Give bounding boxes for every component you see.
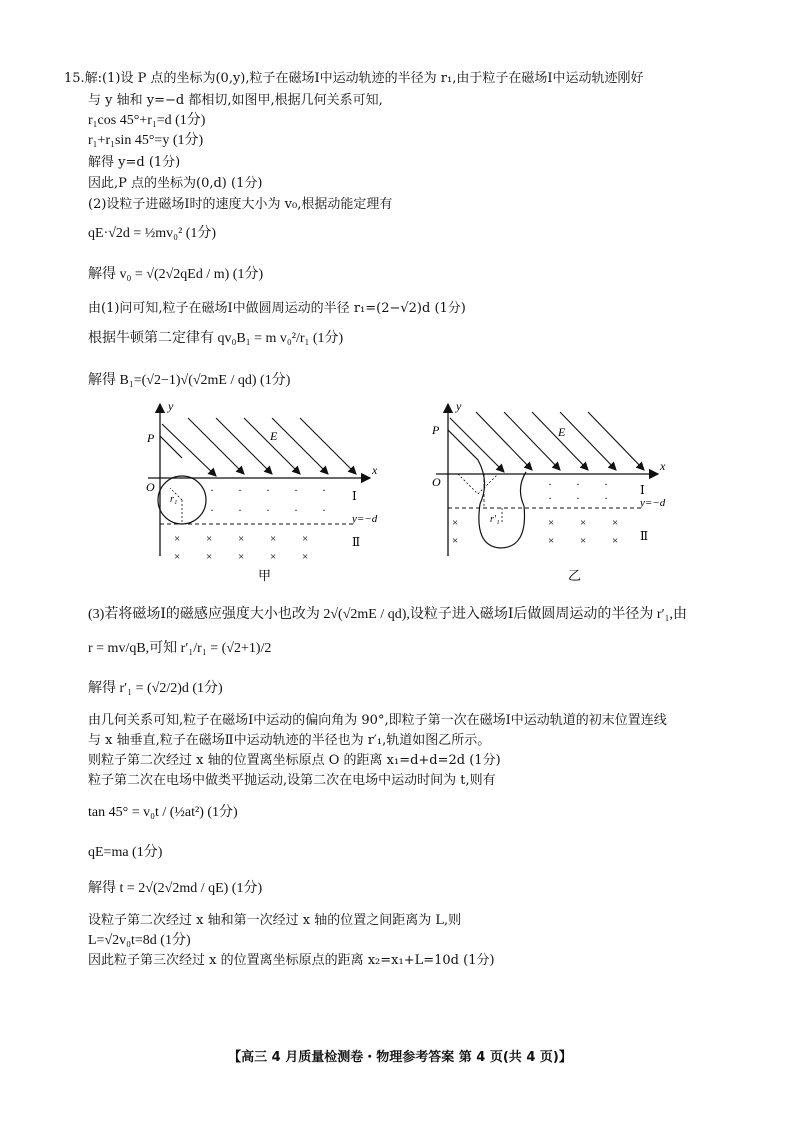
- equation-line: r = mv/qB,可知 r′₁/r₁ = (√2+1)/2: [88, 641, 272, 656]
- electric-field-arrows: [162, 418, 356, 476]
- svg-text:·: ·: [238, 503, 242, 517]
- svg-text:·: ·: [322, 483, 326, 497]
- svg-text:·: ·: [604, 491, 608, 505]
- svg-text:×: ×: [548, 517, 555, 529]
- region-1-dots: [210, 483, 326, 517]
- region-2-label: Ⅱ: [352, 535, 361, 549]
- svg-text:·: ·: [322, 503, 326, 517]
- equation-line: tan 45° = v₀t / (½at²) (1分): [88, 805, 238, 820]
- figure-jia: [130, 396, 390, 586]
- svg-text:×: ×: [580, 517, 587, 529]
- svg-text:·: ·: [604, 477, 608, 491]
- equation-line: L=√2v₀t=8d (1分): [88, 933, 191, 948]
- solution-line: 设粒子第二次经过 x 轴和第一次经过 x 轴的位置之间距离为 L,则: [88, 913, 462, 928]
- svg-text:×: ×: [612, 535, 619, 547]
- svg-text:·: ·: [576, 477, 580, 491]
- svg-text:×: ×: [174, 551, 181, 563]
- svg-text:·: ·: [238, 483, 242, 497]
- origin-label: O: [146, 480, 155, 494]
- trajectory-line: [160, 436, 182, 458]
- equation-line: 解得 B₁=(√2−1)√(√2mE / qd) (1分): [88, 373, 291, 388]
- boundary-label: y=−d: [352, 513, 378, 525]
- svg-text:×: ×: [580, 535, 587, 547]
- equation-line: 解得 t = 2√(2√2md / qE) (1分): [88, 881, 263, 896]
- svg-text:×: ×: [452, 517, 459, 529]
- svg-text:·: ·: [576, 491, 580, 505]
- equation-line: r₁+r₁sin 45°=y (1分): [88, 133, 204, 148]
- equation-line: 根据牛顿第二定律有 qv₀B₁ = m v₀²/r₁ (1分): [88, 331, 344, 346]
- x-axis-label: x: [660, 459, 666, 473]
- region-2-crosses: [174, 533, 308, 563]
- solution-line: 则粒子第二次经过 x 轴的位置离坐标原点 O 的距离 x₁=d+d=2d (1分): [88, 753, 501, 768]
- svg-text:·: ·: [548, 491, 552, 505]
- point-p-label: P: [147, 431, 155, 445]
- region-1-label: Ⅰ: [352, 489, 357, 503]
- svg-text:·: ·: [294, 483, 298, 497]
- equation-line: qE=ma (1分): [88, 845, 163, 860]
- solution-line: 解得 y=d (1分): [88, 155, 181, 170]
- field-e-label: E: [270, 429, 278, 443]
- svg-text:×: ×: [548, 535, 555, 547]
- region-1-dots: [548, 477, 608, 505]
- svg-text:×: ×: [206, 533, 213, 545]
- solution-line: 由几何关系可知,粒子在磁场Ⅰ中运动的偏向角为 90°,即粒子第一次在磁场Ⅰ中运动轨道的初末位置连线: [88, 713, 667, 728]
- field-e-label: E: [558, 425, 566, 439]
- svg-text:×: ×: [302, 533, 309, 545]
- svg-text:×: ×: [270, 551, 277, 563]
- region-1-label: Ⅰ: [640, 483, 645, 497]
- region-2-label: Ⅱ: [640, 529, 649, 543]
- page-footer: 【高三 4 月质量检测卷・物理参考答案 第 4 页(共 4 页)】: [228, 1050, 572, 1065]
- solution-line: (3)若将磁场Ⅰ的磁感应强度大小也改为 2√(√2mE / qd),设粒子进入磁场Ⅰ后做圆周运动的半径为 r′₁,由: [88, 607, 688, 622]
- svg-text:×: ×: [238, 533, 245, 545]
- solution-line: 因此,P 点的坐标为(0,d) (1分): [88, 176, 263, 191]
- radius-label: r₁: [170, 494, 178, 505]
- svg-text:·: ·: [210, 483, 214, 497]
- svg-text:·: ·: [548, 477, 552, 491]
- solution-line: 粒子第二次在电场中做类平抛运动,设第二次在电场中运动时间为 t,则有: [88, 773, 496, 788]
- svg-text:×: ×: [270, 533, 277, 545]
- svg-text:×: ×: [612, 517, 619, 529]
- figure-caption: 甲: [258, 568, 272, 583]
- svg-text:×: ×: [302, 551, 309, 563]
- svg-text:·: ·: [210, 503, 214, 517]
- trajectory-path: [448, 430, 526, 548]
- point-p-label: P: [432, 423, 440, 437]
- y-axis-label: y: [168, 399, 174, 413]
- solution-line: 15.解:(1)设 P 点的坐标为(0,y),粒子在磁场Ⅰ中运动轨迹的半径为 r₁,由于粒子在磁场Ⅰ中运动轨迹刚好: [64, 71, 644, 86]
- svg-text:·: ·: [266, 483, 270, 497]
- svg-text:·: ·: [294, 503, 298, 517]
- equation-line: 解得 v₀ = √(2√2qEd / m) (1分): [88, 267, 264, 282]
- figure-yi: [418, 396, 678, 586]
- radius-label: r′₁: [490, 514, 500, 525]
- solution-line: 由(1)问可知,粒子在磁场Ⅰ中做圆周运动的半径 r₁=(2−√2)d (1分): [88, 301, 466, 316]
- equation-line: qE·√2d = ½mv₀² (1分): [88, 226, 217, 241]
- svg-text:·: ·: [266, 503, 270, 517]
- x-axis-label: x: [372, 463, 378, 477]
- origin-label: O: [432, 475, 441, 489]
- svg-text:×: ×: [452, 535, 459, 547]
- region-2-crosses: [452, 517, 618, 547]
- boundary-label: y=−d: [640, 497, 666, 509]
- solution-line: 与 x 轴垂直,粒子在磁场Ⅱ中运动轨迹的半径也为 r′₁,轨道如图乙所示。: [88, 733, 491, 748]
- svg-text:×: ×: [238, 551, 245, 563]
- svg-text:×: ×: [174, 533, 181, 545]
- svg-text:×: ×: [206, 551, 213, 563]
- equation-line: 解得 r′₁ = (√2/2)d (1分): [88, 681, 223, 696]
- solution-line: (2)设粒子进磁场Ⅰ时的速度大小为 v₀,根据动能定理有: [88, 197, 393, 212]
- equation-line: r₁cos 45°+r₁=d (1分): [88, 113, 206, 128]
- solution-line: 与 y 轴和 y=−d 都相切,如图甲,根据几何关系可知,: [88, 93, 383, 108]
- y-axis-label: y: [456, 399, 462, 413]
- figure-caption: 乙: [568, 568, 582, 583]
- solution-line: 因此粒子第三次经过 x 的位置离坐标原点的距离 x₂=x₁+L=10d (1分): [88, 953, 495, 968]
